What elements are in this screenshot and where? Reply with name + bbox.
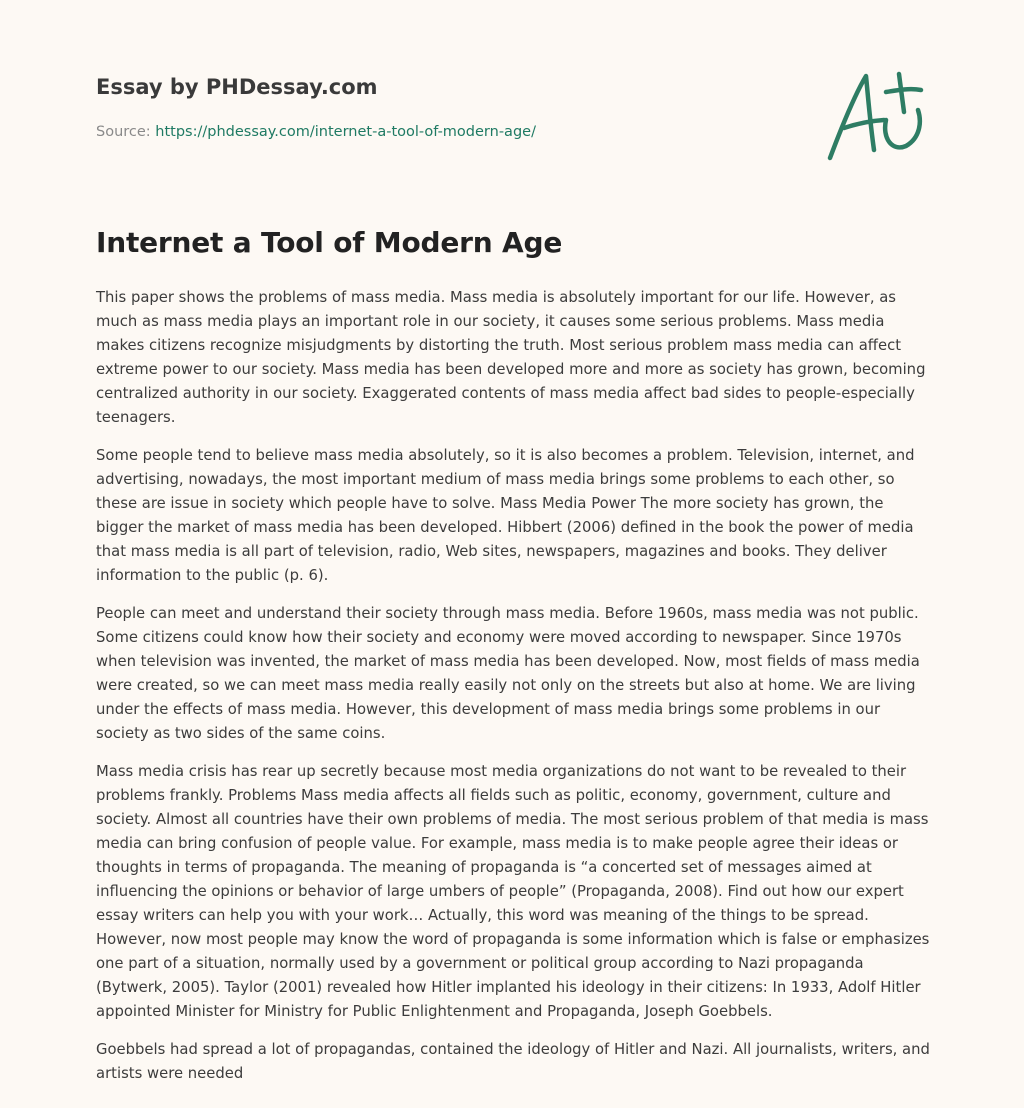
source-link[interactable]: https://phdessay.com/internet-a-tool-of-modern-age/ (155, 124, 536, 140)
paragraph: Goebbels had spread a lot of propagandas, contained the ideology of Hitler and Nazi. All journalists, writers, and artists were needed (96, 1041, 930, 1082)
paragraph: People can meet and understand their society through mass media. Before 1960s, mass media was not public. Some citizens could know how their society and economy were moved according to newspaper. Since 1970s when television was invented, the market of mass media has been developed. Now, most fields of mass media were created, so we can meet mass media really easily not only on the streets but also at home. We are living under the effects of mass media. However, this development of mass media brings some problems in our society as two sides of the same coins. (96, 605, 920, 742)
article-body (96, 286, 931, 1100)
paragraph: Mass media crisis has rear up secretly because most media organizations do not want to be revealed to their problems frankly. Problems Mass media affects all fields such as politic, economy, government, culture and society. Almost all countries have their own problems of media. The most serious problem of that media is mass media can bring confusion of people value. For example, mass media is to make people agree their ideas or thoughts in terms of propaganda. The meaning of propaganda is “a concerted set of messages aimed at influencing the opinions or behavior of large umbers of people” (Propaganda, 2008). Find out how our expert essay writers can help you with your work… Actually, this word was meaning of the things to be spread. However, now most people may know the word of propaganda is some information which is false or emphasizes one part of a situation, normally used by a government or political group according to Nazi propaganda (Bytwerk, 2005). Taylor (2001) revealed how Hitler implanted his ideology in their citizens: In 1933, Adolf Hitler appointed Minister for Ministry for Public Enlightenment and Propaganda, Joseph Goebbels. (96, 763, 930, 1020)
paragraph: Some people tend to believe mass media absolutely, so it is also becomes a problem. Television, internet, and advertising, nowadays, the most important medium of mass media brings some problems to each other, so these are issue in society which people have to solve. Mass Media Power The more society has grown, the bigger the market of mass media has been developed. Hibbert (2006) defined in the book the power of media that mass media is all part of television, radio, Web sites, newspapers, magazines and books. They deliver information to the public (p. 6). (96, 447, 915, 584)
paragraph: This paper shows the problems of mass media. Mass media is absolutely important for our life. However, as much as mass media plays an important role in our society, it causes some serious problems. Mass media makes citizens recognize misjudgments by distorting the truth. Most serious problem mass media can affect extreme power to our society. Mass media has been developed more and more as society has grown, becoming centralized authority in our society. Exaggerated contents of mass media affect bad sides to people-especially teenagers. (96, 289, 926, 426)
a-plus-logo-icon (820, 66, 930, 166)
brand-title: Essay by PHDessay.com (96, 75, 378, 99)
source-line (96, 124, 536, 140)
article-title: Internet a Tool of Modern Age (96, 226, 563, 259)
source-label: Source: (96, 124, 156, 140)
